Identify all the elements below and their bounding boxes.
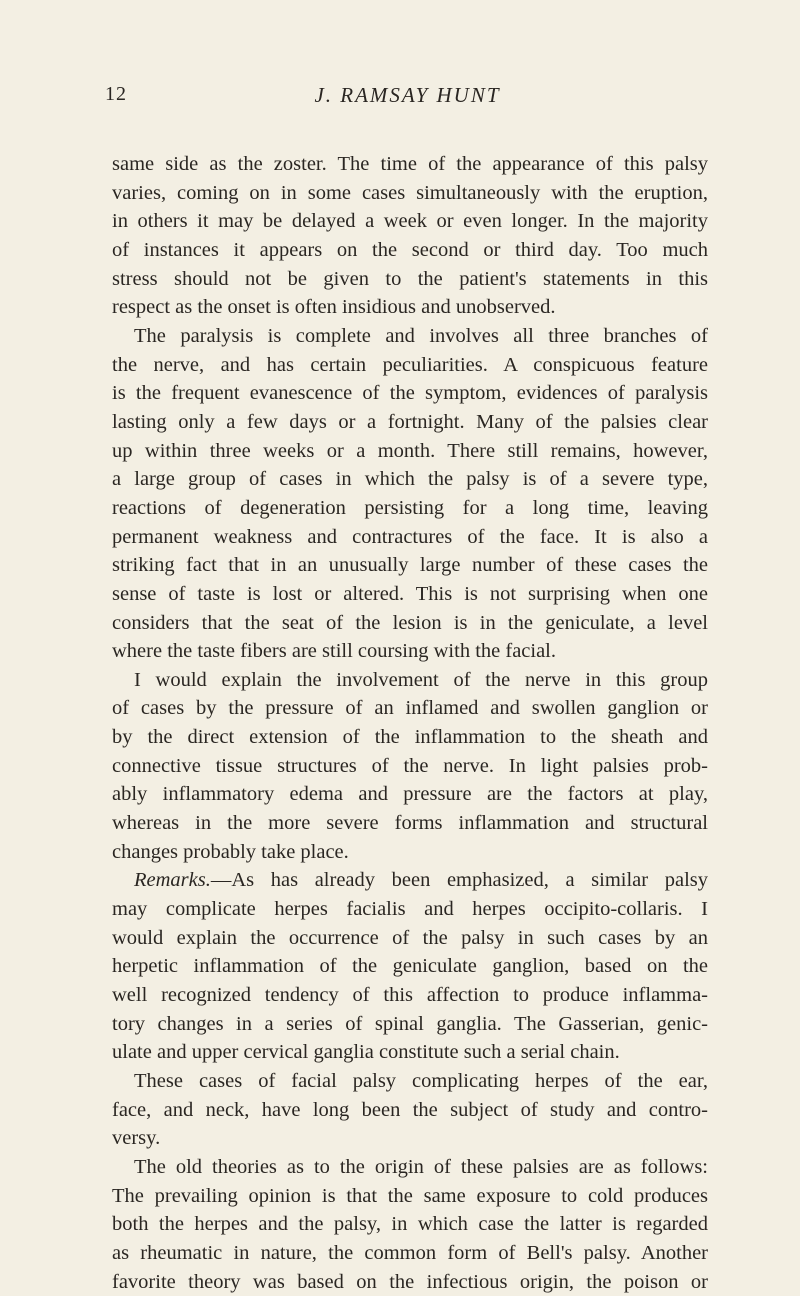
text-line: versy. — [112, 1127, 161, 1150]
remarks-heading: Remarks. — [134, 869, 211, 892]
text-line: I would explain the involvement of the nerve in this group — [134, 668, 708, 691]
text-line: The paralysis is complete and involves all three branches of — [134, 324, 708, 347]
paragraph — [112, 666, 708, 867]
text-line: same side as the zoster. The time of the appearance of this palsy — [112, 153, 708, 175]
text-line: whereas in the more severe forms inflammation and structural — [112, 812, 708, 835]
text-line: is the frequent evanescence of the symptom, evidences of paralysis — [112, 382, 708, 405]
text-line: tory changes in a series of spinal ganglia. The Gasserian, genic- — [112, 1012, 708, 1035]
text-line: connective tissue structures of the nerve. In light palsies prob- — [112, 754, 708, 777]
text-line: The prevailing opinion is that the same exposure to cold produces — [112, 1184, 708, 1207]
text-line: a large group of cases in which the palsy is of a severe type, — [112, 468, 708, 491]
text-line: ulate and upper cervical ganglia constitute such a serial chain. — [112, 1041, 620, 1064]
text-line: up within three weeks or a month. There still remains, however, — [112, 439, 708, 462]
text-line: varies, coming on in some cases simultaneously with the eruption, — [112, 181, 708, 204]
text-line: ably inflammatory edema and pressure are the factors at play, — [112, 783, 708, 806]
running-head: J. RAMSAY HUNT — [314, 83, 501, 107]
text-line: changes probably take place. — [112, 840, 349, 863]
body-text — [112, 150, 708, 1296]
paragraph — [112, 866, 708, 1067]
text-line: These cases of facial palsy complicating herpes of the ear, — [134, 1070, 708, 1092]
text-line: of cases by the pressure of an inflamed and swollen ganglion or — [112, 697, 708, 720]
text-line: The old theories as to the origin of these palsies are as follows: — [134, 1155, 708, 1178]
text-line: permanent weakness and contractures of the face. It is also a — [112, 525, 708, 548]
text-line: lasting only a few days or a fortnight. Many of the palsies clear — [112, 410, 708, 433]
text-line: herpetic inflammation of the geniculate ganglion, based on the — [112, 955, 708, 978]
text-line: both the herpes and the palsy, in which case the latter is regarded — [112, 1213, 708, 1236]
text-line — [112, 866, 708, 895]
text-line: in others it may be delayed a week or even longer. In the majority — [112, 210, 708, 233]
text-line: favorite theory was based on the infectious origin, the poison or — [112, 1270, 708, 1293]
text-line: where the taste fibers are still coursing with the facial. — [112, 640, 557, 663]
text-line: face, and neck, have long been the subject of study and contro- — [112, 1098, 708, 1121]
text-line: reactions of degeneration persisting for a long time, leaving — [112, 496, 708, 519]
text-line: by the direct extension of the inflammation to the sheath and — [112, 726, 708, 749]
paragraph — [112, 1067, 708, 1153]
text-line: striking fact that in an unusually large number of these cases the — [112, 554, 708, 577]
text-line: considers that the seat of the lesion is in the geniculate, a level — [112, 611, 708, 634]
paragraph — [112, 322, 708, 666]
text-line: may complicate herpes facialis and herpes occipito-collaris. I — [112, 898, 708, 921]
text-line: stress should not be given to the patient's statements in this — [112, 267, 708, 290]
page-number: 12 — [105, 83, 127, 105]
text-line: the nerve, and has certain peculiarities. A conspicuous feature — [112, 353, 708, 376]
paragraph — [112, 150, 708, 322]
text-line-rest: —As has already been emphasized, a similar palsy — [210, 869, 708, 892]
text-line: would explain the occurrence of the palsy in such cases by an — [112, 926, 708, 949]
text-line: sense of taste is lost or altered. This is not surprising when one — [112, 582, 708, 605]
text-line: of instances it appears on the second or third day. Too much — [112, 238, 708, 261]
text-line: as rheumatic in nature, the common form of Bell's palsy. Another — [112, 1241, 708, 1264]
text-line: respect as the onset is often insidious and unobserved. — [112, 296, 556, 319]
text-line: well recognized tendency of this affection to produce inflamma- — [112, 984, 708, 1007]
paragraph — [112, 1153, 708, 1296]
page-header — [105, 83, 710, 123]
